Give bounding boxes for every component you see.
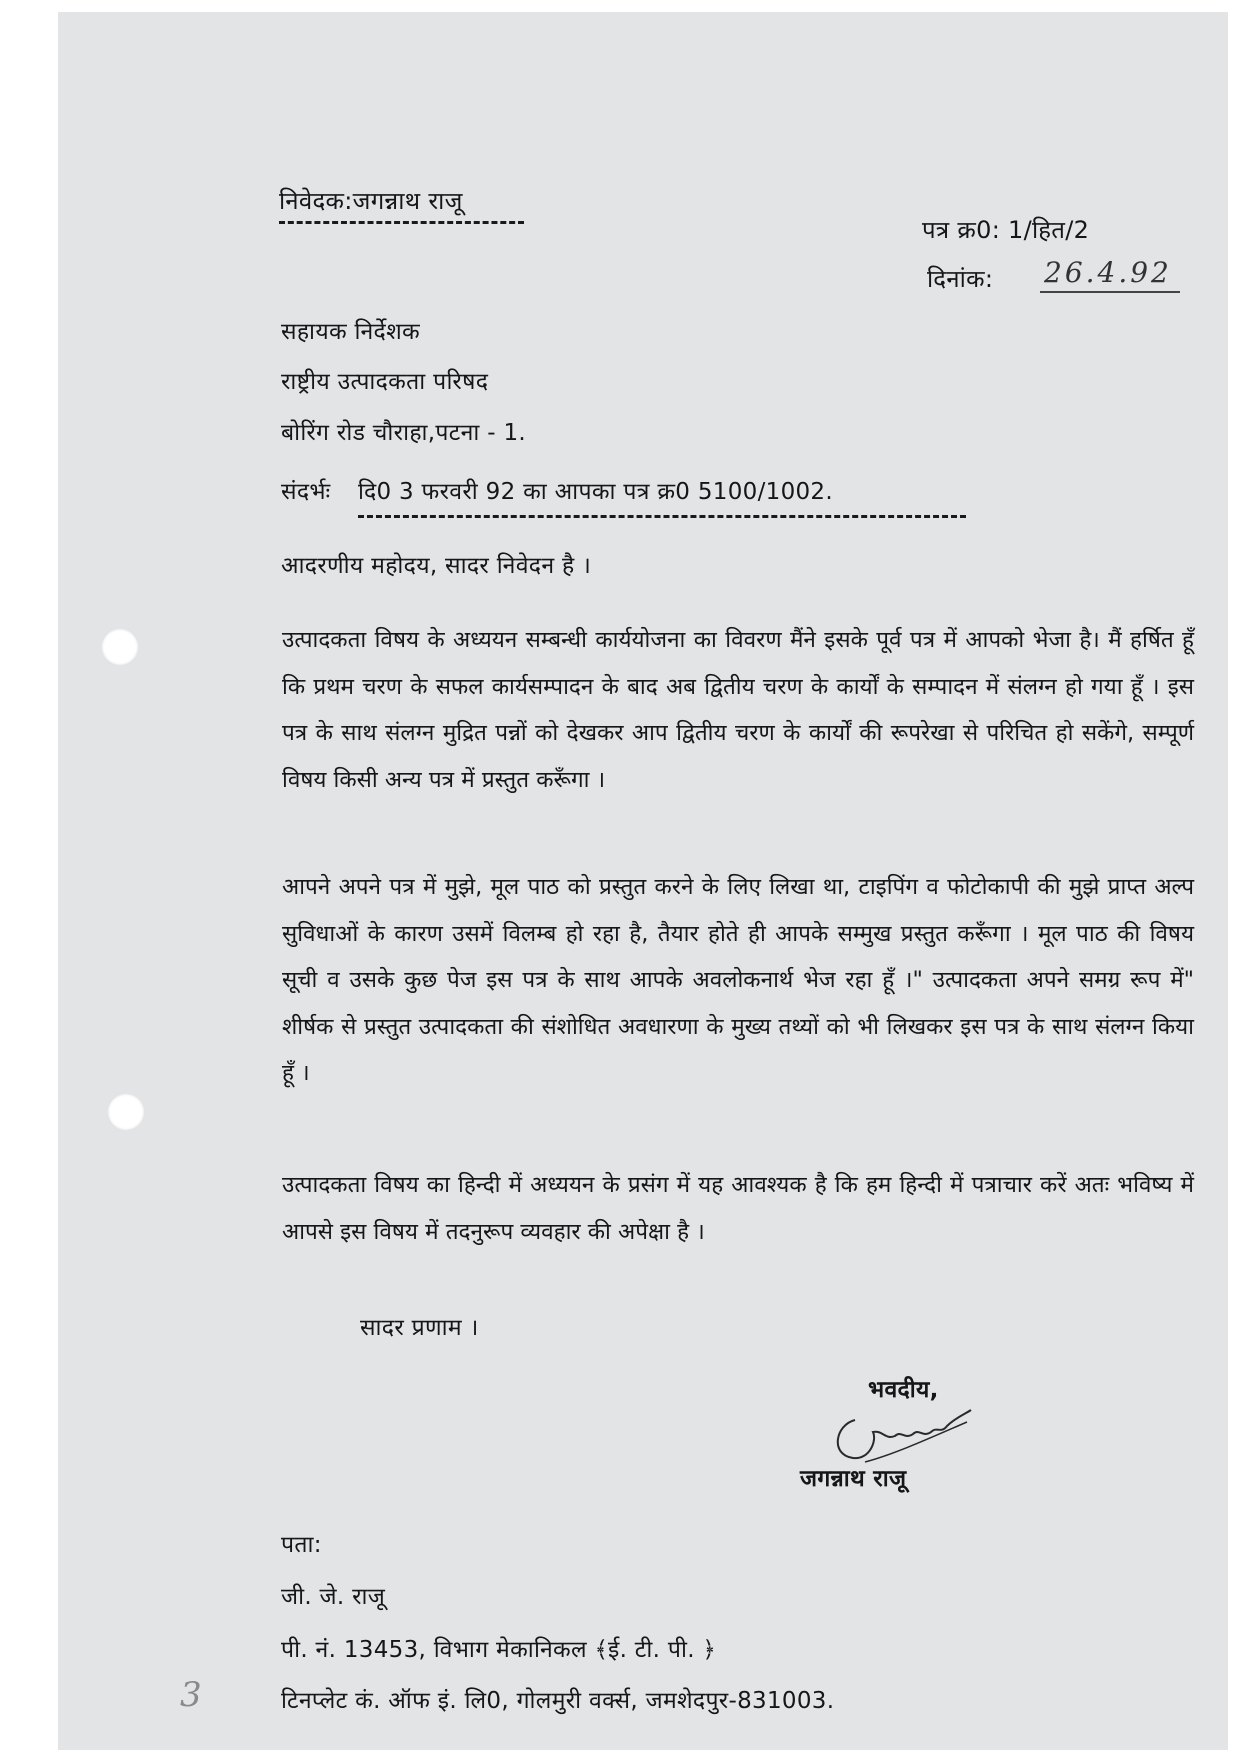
punch-hole-top bbox=[101, 628, 139, 666]
punch-hole-bottom bbox=[107, 1093, 145, 1131]
body-paragraph: उत्पादकता विषय के अध्ययन सम्बन्धी कार्ययोजना का विवरण मैंने इसके पूर्व पत्र में आपको भेजा है। मैं हर्षित हूँ कि प्रथम चरण के सफल कार्यसम्पादन के बाद अब द्वितीय चरण के कार्यों के सम्पादन में संलग्न हो गया हूँ । इस पत्र के साथ संलग्न मुद्रित पन्नों को देखकर आप द्वितीय चरण के कार्यों की रूपरेखा से परिचित हो सकेंगे, सम्पूर्ण विषय किसी अन्य पत्र में प्रस्तुत करूँगा । bbox=[282, 627, 1194, 793]
address-name: जी. जे. राजू bbox=[281, 1584, 386, 1610]
recipient-address: बोरिंग रोड चौराहा,पटना - 1. bbox=[281, 420, 527, 446]
body-paragraph: आपने अपने पत्र में मुझे, मूल पाठ को प्रस्तुत करने के लिए लिखा था, टाइपिंग व फोटोकापी की मुझे प्राप्त अल्प सुविधाओं के कारण उसमें विलम्ब हो रहा है, तैयार होते ही आपके सम्मुख प्रस्तुत करूँगा । मूल पाठ की विषय सूची व उसके कुछ पेज इस पत्र के साथ आपके अवलोकनार्थ भेज रहा हूँ ।" उत्पादकता अपने समग्र रूप में" शीर्षक से प्रस्तुत उत्पादकता की संशोधित अवधारणा के मुख्य तथ्यों को भी लिखकर इस पत्र के साथ संलग्न किया हूँ । bbox=[282, 874, 1194, 1086]
salutation: आदरणीय महोदय, सादर निवेदन है । bbox=[281, 553, 592, 579]
signatory-name: जगन्नाथ राजू bbox=[800, 1466, 907, 1492]
address-line-1: पी. नं. 13453, विभाग मेकानिकल ﴾ई. टी. पी. ﴿ bbox=[281, 1637, 716, 1663]
subject-underline bbox=[358, 515, 966, 518]
recipient-organization: राष्ट्रीय उत्पादकता परिषद bbox=[281, 369, 489, 395]
reference-number: पत्र क्र0: 1/हित/2 bbox=[922, 216, 1090, 244]
recipient-designation: सहायक निर्देशक bbox=[281, 319, 420, 345]
address-line-2: टिनप्लेट कं. ऑफ इं. लि0, गोलमुरी वर्क्स, जमशेदपुर-831003. bbox=[281, 1688, 835, 1714]
date-value: 26.4.92 bbox=[1044, 256, 1172, 289]
date-label: दिनांक: bbox=[927, 265, 994, 293]
signature-scribble bbox=[825, 1400, 975, 1470]
subject-text: दि0 3 फरवरी 92 का आपका पत्र क्र0 5100/1002. bbox=[358, 479, 833, 505]
sender-line: निवेदक:जगन्नाथ राजू bbox=[279, 187, 463, 215]
subject-label: संदर्भः bbox=[281, 479, 331, 505]
date-underline bbox=[1040, 291, 1180, 293]
address-label: पता: bbox=[281, 1532, 322, 1558]
page-mark: 3 bbox=[180, 1675, 205, 1715]
body-paragraph: उत्पादकता विषय का हिन्दी में अध्ययन के प्रसंग में यह आवश्यक है कि हम हिन्दी में पत्राचार करें अतः भविष्य में आपसे इस विषय में तदनुरूप व्यवहार की अपेक्षा है । bbox=[282, 1172, 1194, 1245]
sender-underline bbox=[279, 221, 524, 224]
valediction: भवदीय, bbox=[868, 1377, 939, 1403]
closing-greeting: सादर प्रणाम । bbox=[360, 1315, 479, 1341]
